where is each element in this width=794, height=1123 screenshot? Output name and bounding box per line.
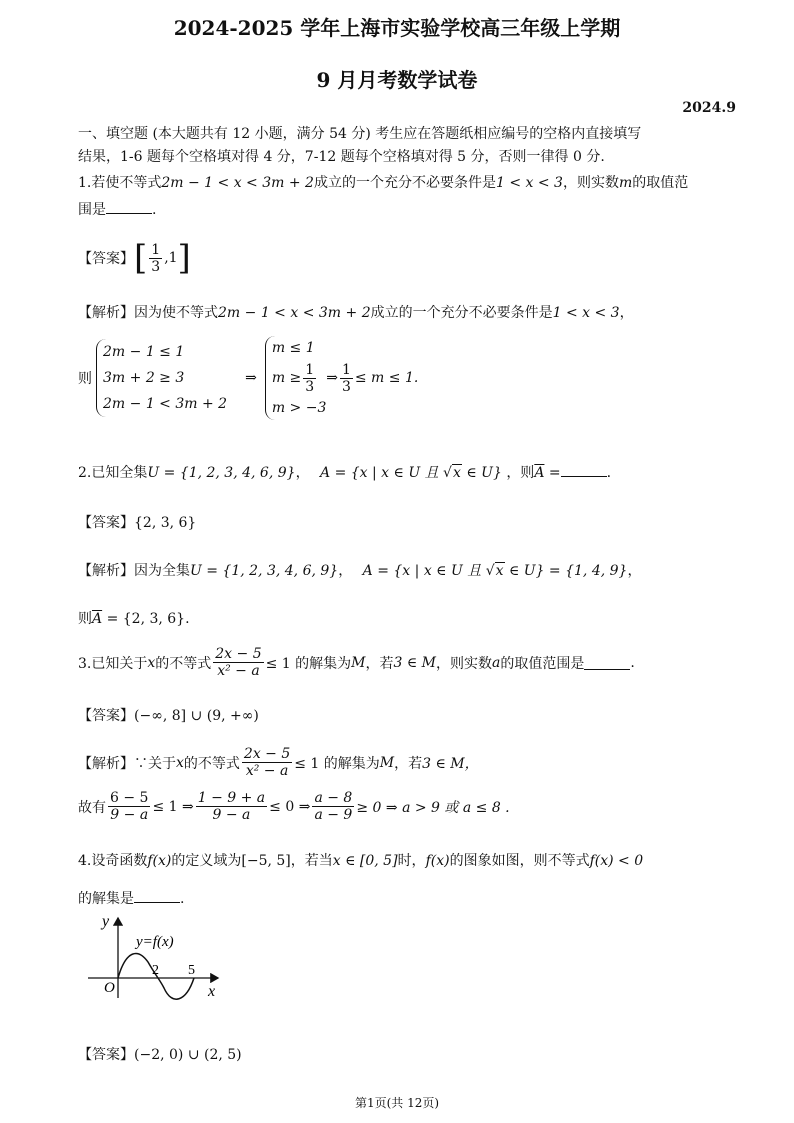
q1-analysis-system: 则 2m − 1 ≤ 1 3m + 2 ≥ 3 2m − 1 < 3m + 2 ⇒ m ≤ 1 m ≥ $\frac{1}{3}$ ⇒ $\frac{1}{3}$ ≤ m ≤ 1. m > −3	[78, 336, 418, 420]
q4-stem-line2: 的解集是 .	[78, 888, 184, 908]
answer-blank	[134, 888, 180, 903]
answer-blank	[584, 655, 630, 670]
exam-date: 2024.9	[682, 100, 736, 116]
graph-tick-2: 2	[152, 963, 159, 978]
page-footer: 第1页(共 12页)	[354, 1096, 440, 1110]
answer-label: 【答案】	[78, 1047, 134, 1063]
inequality-system-2: m ≤ 1 m ≥ $\frac{1}{3}$ ⇒ $\frac{1}{3}$ ≤ m ≤ 1. m > −3	[265, 336, 419, 420]
answer-blank	[561, 462, 607, 477]
graph-curve-label: y=f(x)	[136, 934, 174, 950]
graph-x-label: x	[208, 983, 216, 1000]
graph-origin-label: O	[104, 980, 115, 996]
q1-analysis-line1: 【解析】因为使不等式2m − 1 < x < 3m + 2成立的一个充分不必要条件是1 < x < 3，	[78, 305, 634, 321]
q2-stem: 2.已知全集U = {1, 2, 3, 4, 6, 9}， A = {x | x ∈ U 且 √x ∈ U} ，则$\overline{A}$ = .	[78, 462, 611, 482]
q4-answer: 【答案】(−2, 0) ∪ (2, 5)	[78, 1047, 242, 1063]
analysis-label: 【解析】	[78, 755, 134, 772]
q2-answer: 【答案】{2, 3, 6}	[78, 515, 197, 531]
q3-stem: 3.已知关于 x 的不等式 $\frac{2x - 5}{\text{x² − a}}$ ≤ 1 的解集为 M ，若 3 ∈ M ，则实数 a 的取值范围是 .	[78, 646, 635, 679]
q1-stem-line1: 1.若使不等式2m − 1 < x < 3m + 2成立的一个充分不必要条件是1 < x < 3，则实数m的取值范	[78, 175, 689, 191]
inequality-system-1: 2m − 1 ≤ 1 3m + 2 ≥ 3 2m − 1 < 3m + 2	[96, 339, 227, 417]
exam-title-line2: 9 月月考数学试卷	[316, 68, 478, 92]
q2-analysis-line1: 【解析】因为全集U = {1, 2, 3, 4, 6, 9}， A = {x | x ∈ U 且 √x ∈ U} = {1, 4, 9}，	[78, 563, 642, 579]
q4-stem-line1: 4.设奇函数f(x)的定义域为[−5, 5]，若当x ∈ [0, 5]时，f(x)的图象如图，则不等式f(x) < 0	[78, 853, 644, 869]
answer-label: 【答案】	[78, 708, 134, 724]
q3-analysis-line1: 【解析】 ∵关于 x 的不等式 $\frac{2x - 5}{\text{x² − a}}$ ≤ 1 的解集为 M ，若 3 ∈ M，	[78, 746, 479, 779]
section-heading-line1: 一、填空题 (本大题共有 12 小题，满分 54 分) 考生应在答题纸相应编号的空格内直接填写	[78, 126, 642, 142]
exam-title-line1: 2024-2025 学年上海市实验学校高三年级上学期	[173, 16, 621, 40]
q1-answer: 【答案】 [ $\frac{1}{3}$ ,1 ]	[78, 238, 191, 278]
function-graph	[78, 910, 238, 1002]
section-heading-line2: 结果，1-6 题每个空格填对得 4 分，7-12 题每个空格填对得 5 分，否则一律得 0 分.	[78, 149, 605, 165]
q1-stem-line2: 围是 .	[78, 199, 156, 219]
analysis-label: 【解析】	[78, 305, 134, 321]
analysis-label: 【解析】	[78, 563, 134, 579]
q3-answer: 【答案】(−∞, 8] ∪ (9, +∞)	[78, 708, 259, 724]
answer-label: 【答案】	[78, 251, 134, 267]
answer-blank	[106, 199, 152, 214]
graph-tick-5: 5	[188, 963, 195, 978]
answer-label: 【答案】	[78, 515, 134, 531]
q2-analysis-line2: 则$\overline{A} = \{2$, 3, 6}.	[78, 611, 190, 627]
graph-y-label: y	[102, 913, 110, 930]
q3-analysis-line2: 故有 $\frac{6 - 5}{9 - a}$ ≤ 1 ⇒ $\frac{1 - 9 + a}{9 - a}$ ≤ 0 ⇒ $\frac{a - 8}{a - 9}$ ≥ 0 ⇒ a > 9 或 a ≤ 8 .	[78, 790, 510, 823]
